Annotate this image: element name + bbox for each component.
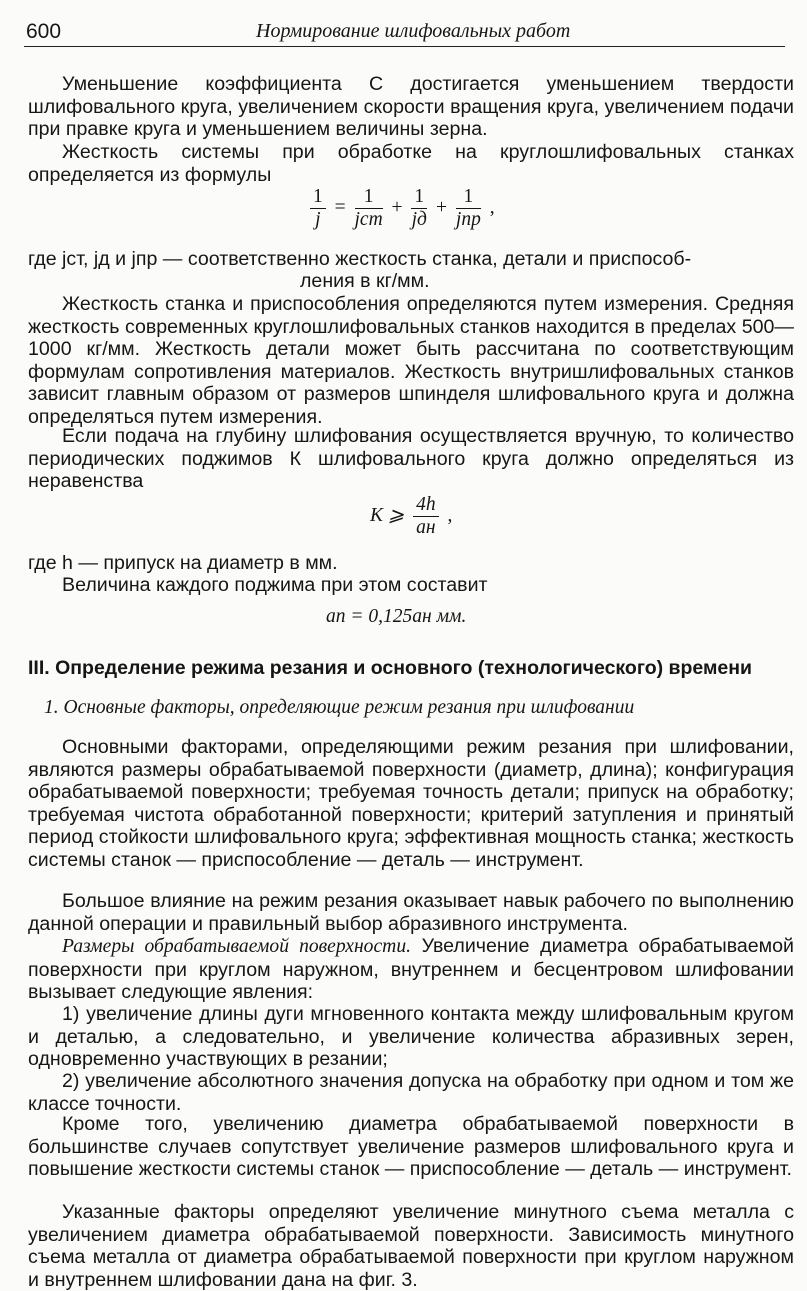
stiffness-formula — [306, 186, 495, 231]
fixture-fraction — [456, 186, 481, 231]
running-title: Нормирование шлифовальных работ — [256, 20, 571, 42]
where-definition-units: ления в кг/мм. — [300, 270, 430, 292]
paragraph-wheel-size: Кроме того, увеличению диаметра обрабатываемой поверхности в большинстве случаев сопутствует увеличение размеров шлифовального круга и повышение жесткости системы станок — приспособление — деталь — инструмент. — [28, 1113, 794, 1181]
paragraph-feed-plunges: Если подача на глубину шлифования осуществляется вручную, то количество периодических поджимов К шлифовального круга должно определяться из неравенства — [28, 425, 794, 493]
lhs-fraction — [310, 186, 326, 231]
paragraph-stiffness-intro: Жесткость системы при обработке на круглошлифовальных станках определяется из формулы — [28, 141, 794, 186]
paragraph-stiffness-measurement: Жесткость станка и приспособления определяются путем измерения. Средняя жесткость современных круглошлифовальных станков находится в пределах 500—1000 кг/мм. Жесткость детали может быть рассчитана по соответствующим формулам сопротивления материалов. Жесткость внутришлифовальных станков зависит главным образом от размеров шпинделя шлифовального круга и должна определяться путем измерения. — [28, 293, 794, 428]
subsection-heading: 1. Основные факторы, определяющие режим резания при шлифовании — [44, 697, 635, 718]
fraction-numerator: 1 — [456, 186, 481, 209]
fraction-numerator: 1 — [310, 186, 326, 209]
plunge-formula: aп = 0,125aн мм. — [326, 606, 467, 627]
fraction-denominator: jст — [354, 209, 383, 230]
fraction-numerator: 1 — [355, 186, 383, 209]
header-rule — [24, 46, 785, 47]
fraction-denominator: j — [315, 209, 321, 230]
section-heading: III. Определение режима резания и основного (технологического) времени — [28, 657, 753, 679]
where-definition-stiffness: где jст, jд и jпр — соответственно жесткость станка, детали и приспособ- — [28, 248, 692, 270]
paragraph-coefficient-c: Уменьшение коэффициента С достигается уменьшением твердости шлифовального круга, увеличением скорости вращения круга, увеличением подачи при правке круга и уменьшением величины зерна. — [28, 73, 794, 141]
fraction-denominator: jпр — [455, 209, 481, 230]
list-item-tolerance: 2) увеличение абсолютного значения допуска на обработку при одном и том же классе точности. — [28, 1070, 794, 1115]
machine-fraction — [355, 186, 383, 231]
part-fraction — [411, 186, 427, 231]
surface-size-lead: Размеры обрабатываемой поверхности. — [62, 936, 412, 957]
page-number: 600 — [26, 20, 62, 43]
paragraph-metal-removal: Указанные факторы определяют увеличение минутного съема металла с увеличением диаметра обрабатываемой поверхности. Зависимость минутного съема металла от диаметра обрабатываемой поверхности при круглом наружном и внутреннем шлифовании дана на фиг. 3. — [28, 1201, 794, 1291]
fraction-numerator: 1 — [411, 186, 427, 209]
list-item-contact-arc: 1) увеличение длины дуги мгновенного контакта между шлифовальным кругом и деталью, а следовательно, и увеличение количества абразивных зерен, одновременно участвующих в резании; — [28, 1003, 794, 1071]
surface-size-text: Увеличение диаметра обрабатываемой поверхности при круглом наружном, внутреннем и бесцентровом шлифовании вызывает следующие явления: — [28, 935, 794, 1004]
fraction-denominator: aн — [416, 517, 436, 538]
where-definition-allowance: где h — припуск на диаметр в мм. — [28, 552, 338, 574]
plunge-inequality — [370, 494, 452, 539]
formula-comma: , — [489, 196, 495, 218]
inequality-lhs: K ⩾ — [370, 504, 405, 526]
inequality-fraction — [413, 494, 439, 539]
plus-sign: + — [391, 196, 403, 218]
fraction-denominator: jд — [411, 209, 427, 230]
equals-sign: = — [334, 196, 346, 218]
formula-comma: , — [447, 504, 453, 526]
paragraph-worker-skill: Большое влияние на режим резания оказывает навык рабочего по выполнению данной операции и правильный выбор абразивного инструмента. — [28, 890, 794, 935]
fraction-numerator: 4h — [413, 494, 439, 517]
paragraph-main-factors: Основными факторами, определяющими режим резания при шлифовании, являются размеры обрабатываемой поверхности (диаметр, длина); конфигурация обрабатываемой поверхности; требуемая точность детали; припуск на обработку; требуемая чистота обработанной поверхности; критерий затупления и принятый период стойкости шлифовального круга; эффективная мощность станка; жесткость системы станок — приспособление — деталь — инструмент. — [28, 736, 794, 871]
paragraph-plunge-value: Величина каждого поджима при этом составит — [62, 574, 488, 596]
plus-sign: + — [436, 196, 448, 218]
paragraph-surface-size — [28, 935, 794, 1004]
